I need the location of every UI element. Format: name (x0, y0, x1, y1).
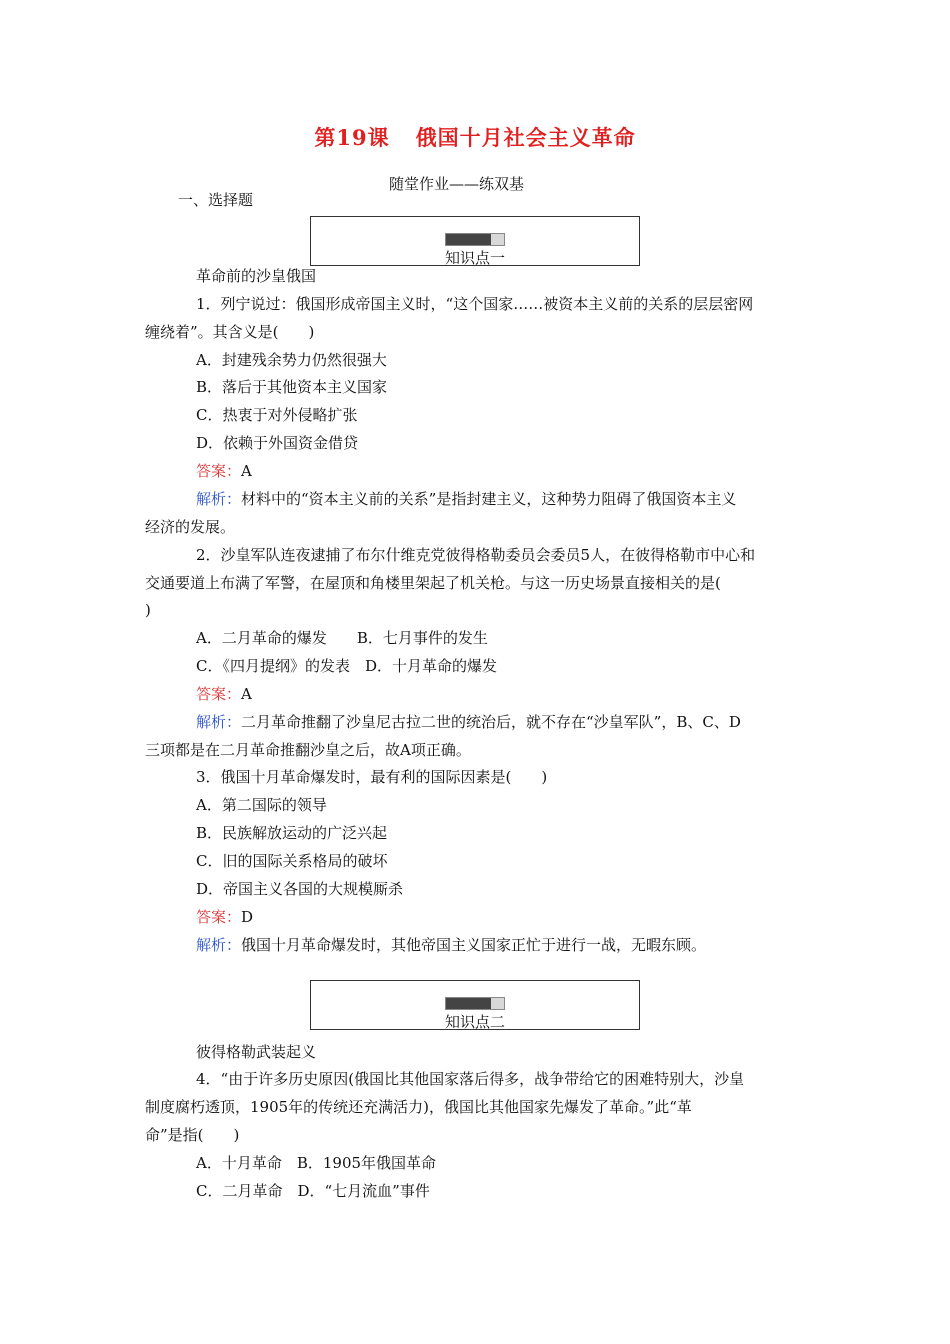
answer-label: 答案： (196, 685, 242, 703)
knowledge-point-label: 知识点一 (444, 249, 505, 267)
answer-value: D (241, 908, 254, 926)
answer-value: A (241, 462, 252, 480)
knowledge-point-box-1 (310, 216, 640, 266)
question-option: A．二月革命的爆发 B．七月事件的发生 (196, 629, 488, 647)
question-stem: 4．“由于许多历史原因(俄国比其他国家落后得多，战争带给它的困难特别大，沙皇 (196, 1070, 745, 1088)
explanation-label: 解析： (196, 713, 242, 731)
question-option: D．帝国主义各国的大规模厮杀 (196, 880, 404, 898)
question-option: B．落后于其他资本主义国家 (196, 378, 388, 396)
question-stem: 交通要道上布满了军警，在屋顶和角楼里架起了机关枪。与这一历史场景直接相关的是( (145, 574, 721, 592)
answer-line (196, 461, 252, 481)
answer-label: 答案： (196, 462, 242, 480)
question-stem: 3．俄国十月革命爆发时，最有利的国际因素是( ) (196, 768, 548, 786)
explanation-line (196, 712, 741, 732)
answer-line (196, 907, 253, 927)
knowledge-topic: 革命前的沙皇俄国 (196, 267, 317, 285)
question-stem: ) (145, 601, 151, 619)
question-option: A．封建残余势力仍然很强大 (196, 351, 387, 369)
knowledge-point-label: 知识点二 (444, 1013, 505, 1031)
explanation-line (196, 489, 736, 509)
subtitle: 随堂作业——练双基 (389, 175, 525, 193)
answer-label: 答案： (196, 908, 242, 926)
explanation-text: 俄国十月革命爆发时，其他帝国主义国家正忙于进行一战，无暇东顾。 (241, 936, 707, 954)
question-stem: 缠绕着”。其含义是( ) (145, 323, 315, 341)
question-option: A．第二国际的领导 (196, 796, 327, 814)
explanation-text: 三项都是在二月革命推翻沙皇之后，故A项正确。 (145, 741, 471, 759)
knowledge-topic: 彼得格勒武装起义 (196, 1043, 317, 1061)
lesson-name: 俄国十月社会主义革命 (415, 125, 636, 150)
explanation-label: 解析： (196, 490, 242, 508)
explanation-text: 经济的发展。 (145, 518, 236, 536)
explanation-label: 解析： (196, 936, 242, 954)
question-option: C．《四月提纲》的发表 D．十月革命的爆发 (196, 657, 498, 675)
question-stem: 2．沙皇军队连夜逮捕了布尔什维克党彼得格勒委员会委员5人，在彼得格勒市中心和 (196, 546, 756, 564)
question-option: D．依赖于外国资金借贷 (196, 434, 359, 452)
question-option: C．二月革命 D．“七月流血”事件 (196, 1182, 430, 1200)
question-option: C．旧的国际关系格局的破坏 (196, 852, 388, 870)
question-option: B．民族解放运动的广泛兴起 (196, 824, 388, 842)
question-stem: 1．列宁说过：俄国形成帝国主义时，“这个国家……被资本主义前的关系的层层密网 (196, 295, 754, 313)
knowledge-bar-icon (445, 233, 505, 246)
question-option: A．十月革命 B．1905年俄国革命 (196, 1154, 437, 1172)
answer-line (196, 684, 252, 704)
knowledge-point-box-2 (310, 980, 640, 1030)
section-heading: 一、选择题 (178, 191, 254, 209)
explanation-text: 二月革命推翻了沙皇尼古拉二世的统治后，就不存在“沙皇军队”，B、C、D (241, 713, 741, 731)
page-title (0, 122, 950, 152)
lesson-number: 第19课 (314, 125, 390, 150)
knowledge-bar-icon (445, 997, 505, 1010)
explanation-line (196, 935, 706, 955)
answer-value: A (241, 685, 252, 703)
explanation-text: 材料中的“资本主义前的关系”是指封建主义，这种势力阻碍了俄国资本主义 (241, 490, 737, 508)
question-stem: 制度腐朽透顶，1905年的传统还充满活力)，俄国比其他国家先爆发了革命。”此“革 (145, 1098, 692, 1116)
question-stem: 命”是指( ) (145, 1126, 240, 1144)
question-option: C．热衷于对外侵略扩张 (196, 406, 358, 424)
